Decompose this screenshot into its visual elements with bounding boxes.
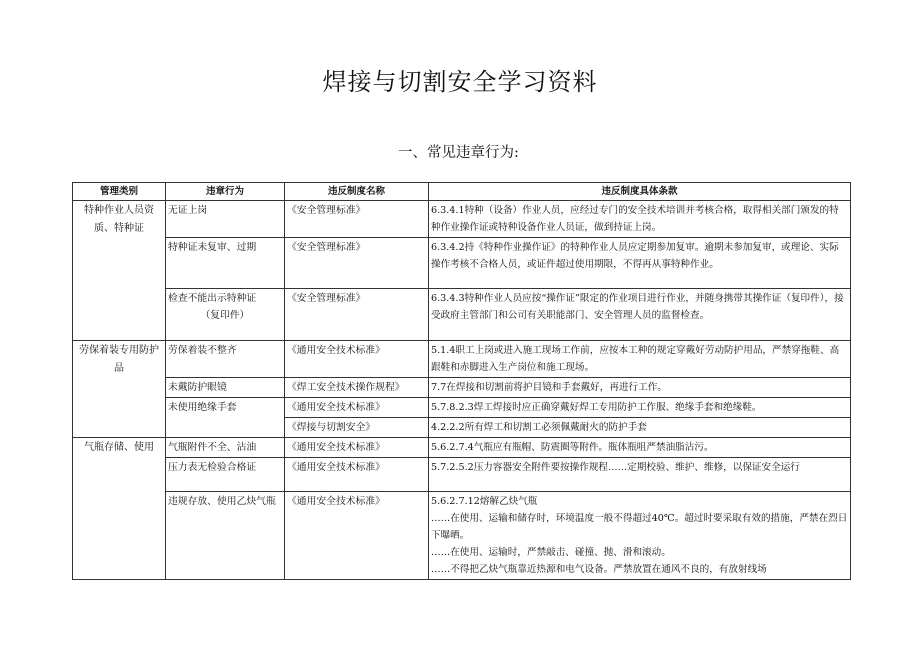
clause-line: ……不得把乙炔气瓶靠近热源和电气设备。严禁放置在通风不良的，有放射线场 [431, 564, 767, 575]
category-cell: 气瓶存储、使用 [73, 438, 166, 580]
table-row [73, 341, 851, 378]
document-title: 焊接与切割安全学习资料 [322, 68, 598, 96]
table-row [73, 458, 851, 492]
clause-cell: 6.3.4.1特种（设备）作业人员，应经过专门的安全技术培训并考核合格，取得相关部门颁发的特种作业操作证或特种设备作业人员证，做到持证上岗。 [429, 201, 851, 238]
behavior-text: 检查不能出示特种证 [168, 293, 257, 304]
table-row [73, 438, 851, 458]
header-category: 管理类别 [73, 183, 166, 201]
header-behavior: 违章行为 [166, 183, 285, 201]
behavior-cell: 违规存放、使用乙炔气瓶 [166, 492, 285, 580]
clause-line: ……在使用、运输时，严禁敲击、碰撞、抛、滑和滚动。 [431, 547, 671, 558]
category-cell: 劳保着装专用防护品 [73, 341, 166, 438]
regulation-cell: 《通用安全技术标准》 [285, 492, 429, 580]
header-regulation: 违反制度名称 [285, 183, 429, 201]
clause-cell: 5.7.8.2.3焊工焊接时应正确穿戴好焊工专用防护工作服、绝缘手套和绝缘鞋。 [429, 398, 851, 418]
behavior-cell: 无证上岗 [166, 201, 285, 238]
violations-table [72, 182, 851, 580]
behavior-cell: 未使用绝缘手套 [166, 398, 285, 438]
behavior-cell: 气瓶附件不全、沾油 [166, 438, 285, 458]
clause-cell: 6.3.4.2持《特种作业操作证》的特种作业人员应定期参加复审。逾期未参加复审，或理论、实际操作考核不合格人员，或证件超过使用期限，不得再从事特种作业。 [429, 238, 851, 289]
regulation-cell: 《通用安全技术标准》 [285, 458, 429, 492]
regulation-cell: 《安全管理标准》 [285, 201, 429, 238]
table-row [73, 201, 851, 238]
behavior-cell: 未戴防护眼镜 [166, 378, 285, 398]
category-cell: 特种作业人员资质、特种证 [73, 201, 166, 341]
clause-cell: 4.2.2.2所有焊工和切割工必须佩戴耐火的防护手套 [429, 418, 851, 438]
table-row [73, 289, 851, 341]
clause-cell: 5.7.2.5.2压力容器安全附件要按操作规程……定期校验、维护、维修，以保证安全运行 [429, 458, 851, 492]
header-clause: 违反制度具体条款 [429, 183, 851, 201]
behavior-cell: 压力表无检验合格证 [166, 458, 285, 492]
regulation-cell: 《通用安全技术标准》 [285, 341, 429, 378]
behavior-cell: 特种证未复审、过期 [166, 238, 285, 289]
regulation-cell: 《安全管理标准》 [285, 289, 429, 341]
clause-cell: 6.3.4.3特种作业人员应按“操作证”限定的作业项目进行作业，并随身携带其操作证（复印件），接受政府主管部门和公司有关职能部门、安全管理人员的监督检查。 [429, 289, 851, 341]
behavior-cell: 劳保着装不整齐 [166, 341, 285, 378]
clause-line: ……在使用、运输和储存时，环境温度一般不得超过40℃。超过时要采取有效的措施，严禁在烈日下曝晒。 [431, 513, 848, 541]
clause-cell: 5.6.2.7.4气瓶应有瓶帽、防震圈等附件。瓶体瓶咀严禁油脂沾污。 [429, 438, 851, 458]
section-heading: 一、常见违章行为: [398, 145, 519, 161]
table-row [73, 492, 851, 580]
clause-cell [429, 492, 851, 580]
table-row [73, 378, 851, 398]
regulation-cell: 《焊接与切割安全》 [285, 418, 429, 438]
clause-cell: 7.7在焊接和切割前将护目镜和手套戴好，再进行工作。 [429, 378, 851, 398]
regulation-cell: 《焊工安全技术操作规程》 [285, 378, 429, 398]
regulation-cell: 《通用安全技术标准》 [285, 398, 429, 418]
clause-cell: 5.1.4职工上岗或进入施工现场工作前，应按本工种的规定穿戴好劳动防护用品，严禁穿拖鞋、高跟鞋和赤脚进入生产岗位和施工现场。 [429, 341, 851, 378]
clause-line: 5.6.2.7.12熔解乙炔气瓶 [431, 496, 538, 507]
table-header-row [73, 183, 851, 201]
regulation-cell: 《安全管理标准》 [285, 238, 429, 289]
behavior-cell [166, 289, 285, 341]
behavior-subtext: （复印件） [200, 310, 250, 321]
regulation-cell: 《通用安全技术标准》 [285, 438, 429, 458]
table-row [73, 398, 851, 418]
table-row [73, 238, 851, 289]
